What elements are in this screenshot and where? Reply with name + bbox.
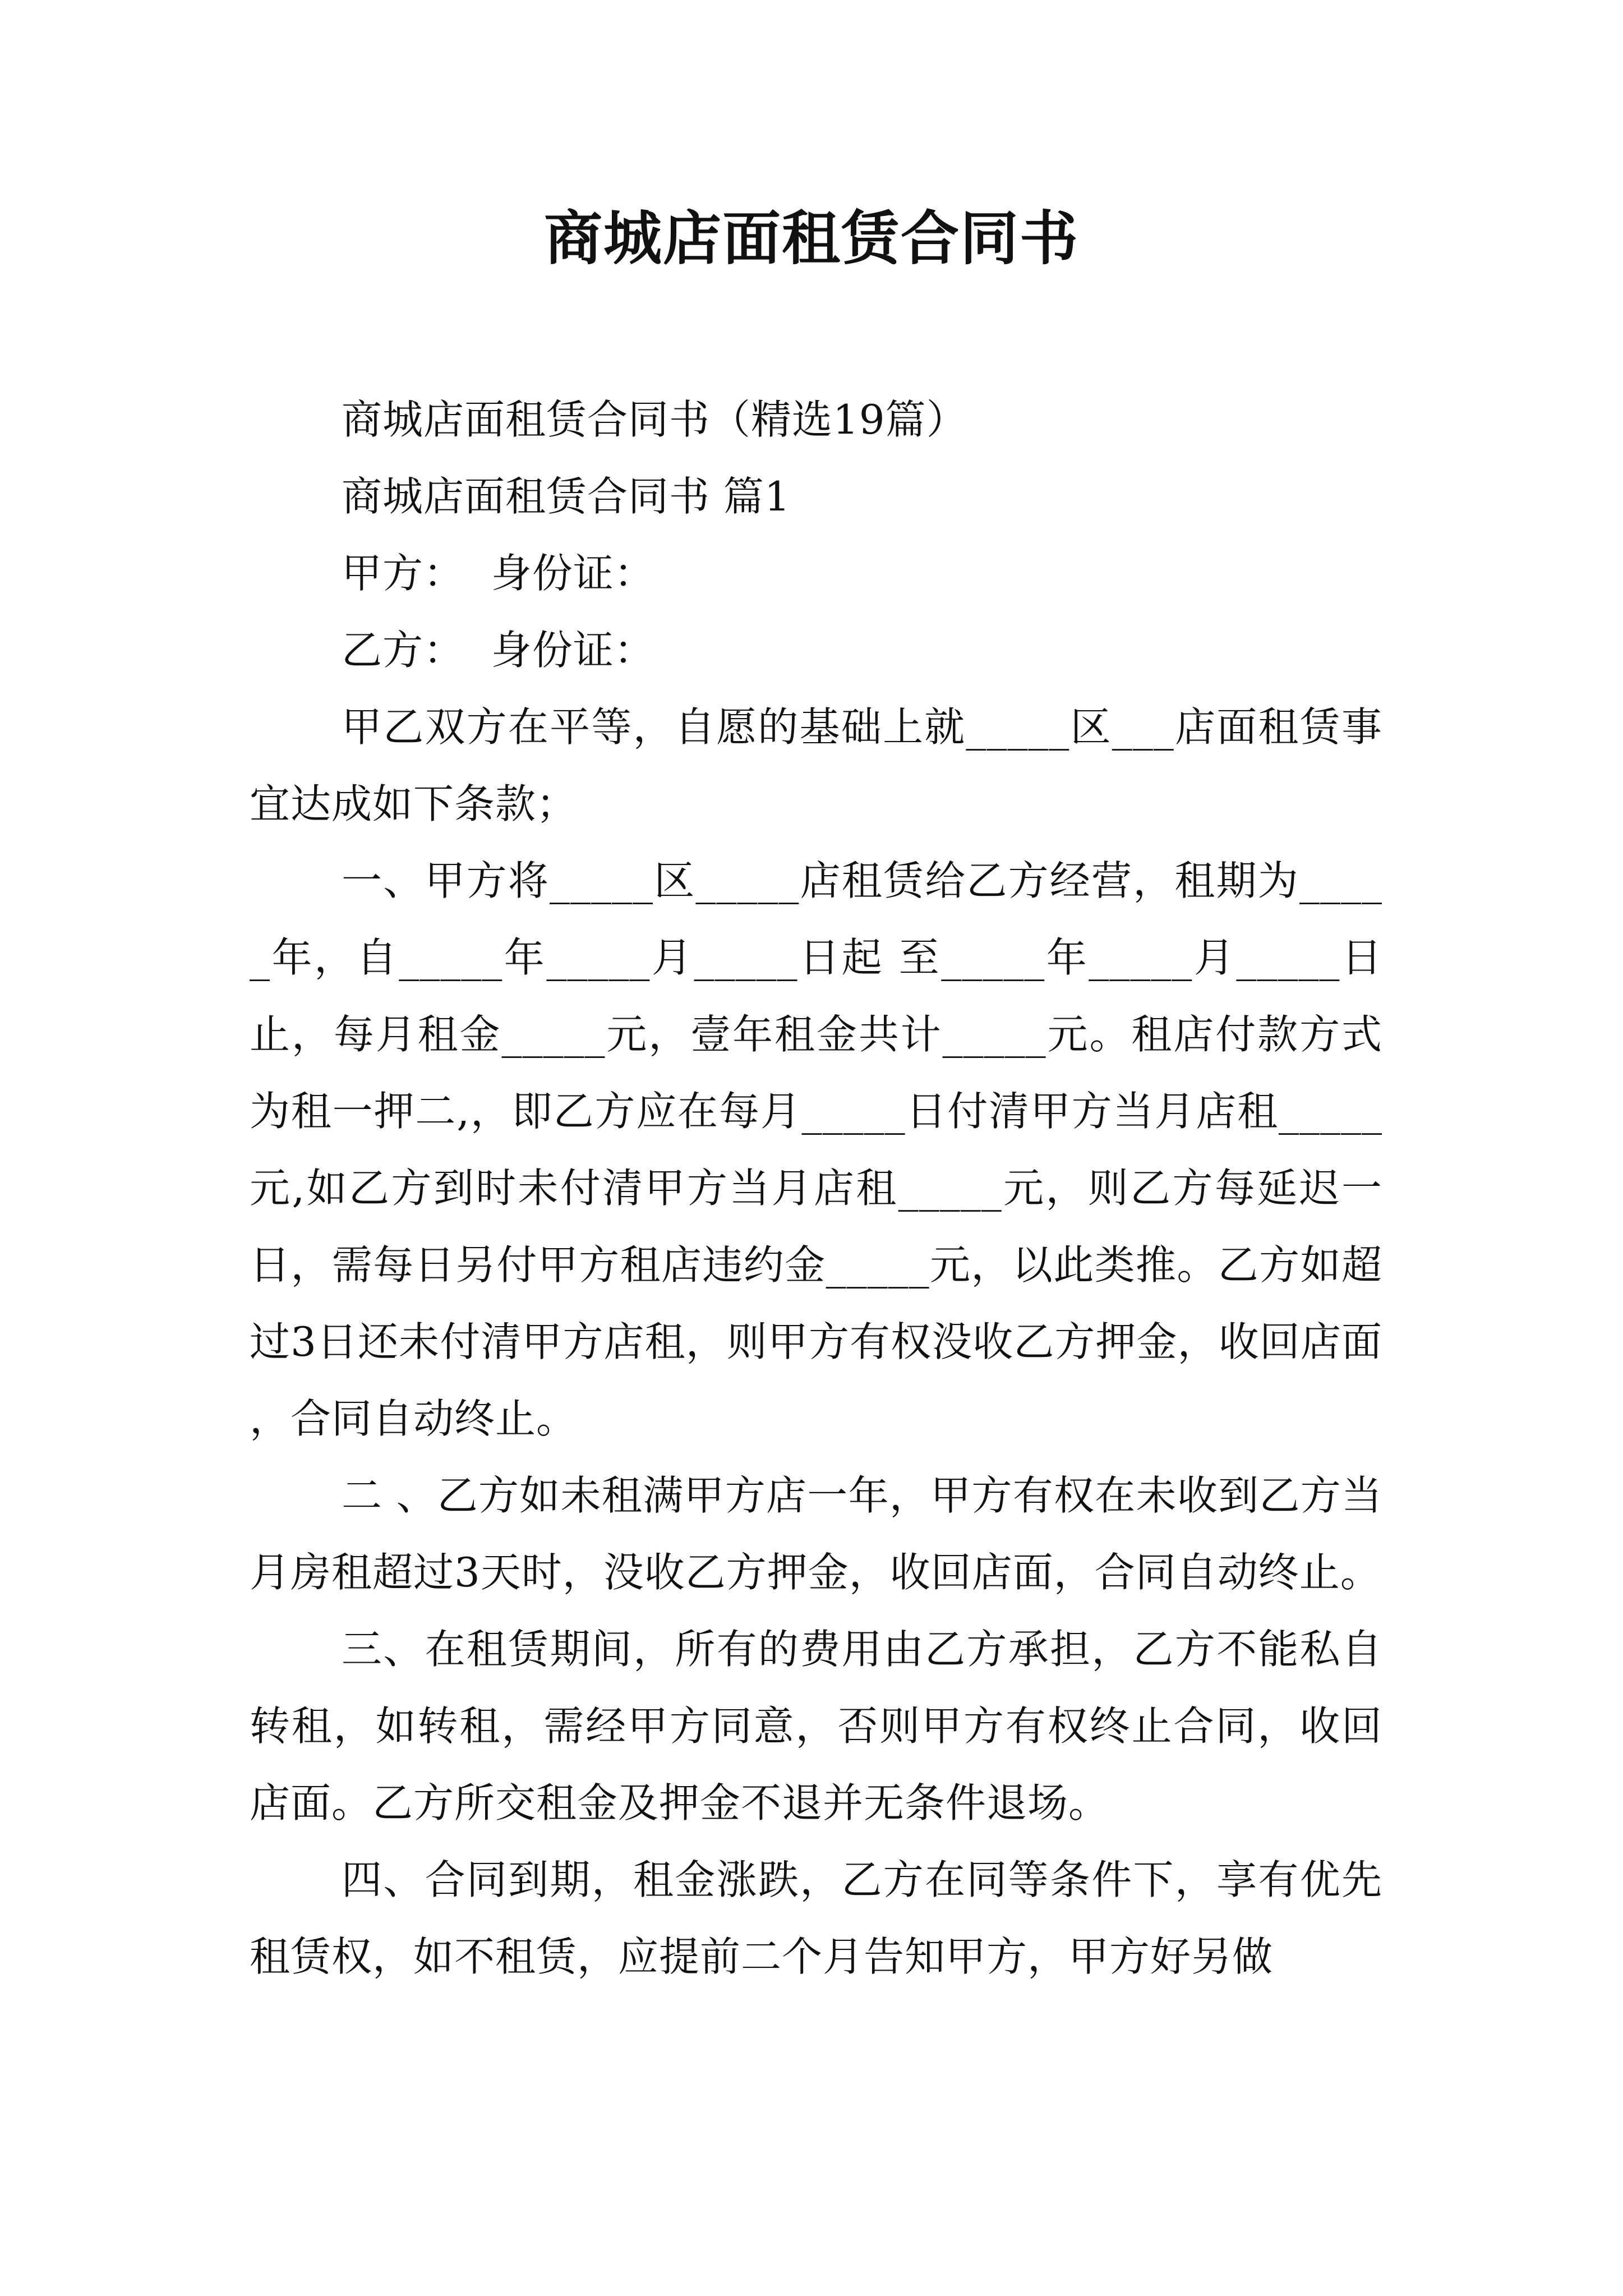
paragraph-clause-2: 二 、乙方如未租满甲方店一年，甲方有权在未收到乙方当月房租超过3天时，没收乙方押金，收回店面，合同自动终止。 <box>250 1472 1382 1596</box>
paragraph-clause-4: 四、合同到期，租金涨跌，乙方在同等条件下，享有优先租赁权，如不租赁，应提前二个月告知甲方，甲方好另做 <box>250 1856 1382 1980</box>
paragraph-subtitle: 商城店面租赁合同书（精选19篇） <box>342 396 967 443</box>
paragraph-party-b: 乙方： 身份证： <box>342 627 655 674</box>
paragraph-clause-3: 三、在租赁期间，所有的费用由乙方承担，乙方不能私自转租，如转租，需经甲方同意，否则甲方有权终止合同，收回店面。乙方所交租金及押金不退并无条件退场。 <box>250 1626 1382 1826</box>
paragraph-intro: 甲乙双方在平等，自愿的基础上就_____区___店面租赁事宜达成如下条款； <box>250 703 1382 827</box>
document-title: 商城店面租赁合同书 <box>543 204 1079 273</box>
paragraph-party-a: 甲方： 身份证： <box>342 550 655 597</box>
paragraph-clause-1: 一、甲方将_____区_____店租赁给乙方经营，租期为_____年，自_____年_____月_____日起 至_____年_____月_____日止，每月租金_____元，壹年租金共计_____元。租店付款方式为租一押二,，即乙方应在每月_____日付清甲方当月店租_____元,如乙方到时未付清甲方当月店租_____元，则乙方每延迟一日，需每日另付甲方租店违约金_____元，以此类推。乙方如超过3日还未付清甲方店租，则甲方有权没收乙方押金，收回店面 ，合同自动终止。 <box>250 857 1396 1442</box>
document-body <box>250 381 1396 1995</box>
paragraph-heading-part-1: 商城店面租赁合同书 篇1 <box>342 473 791 520</box>
